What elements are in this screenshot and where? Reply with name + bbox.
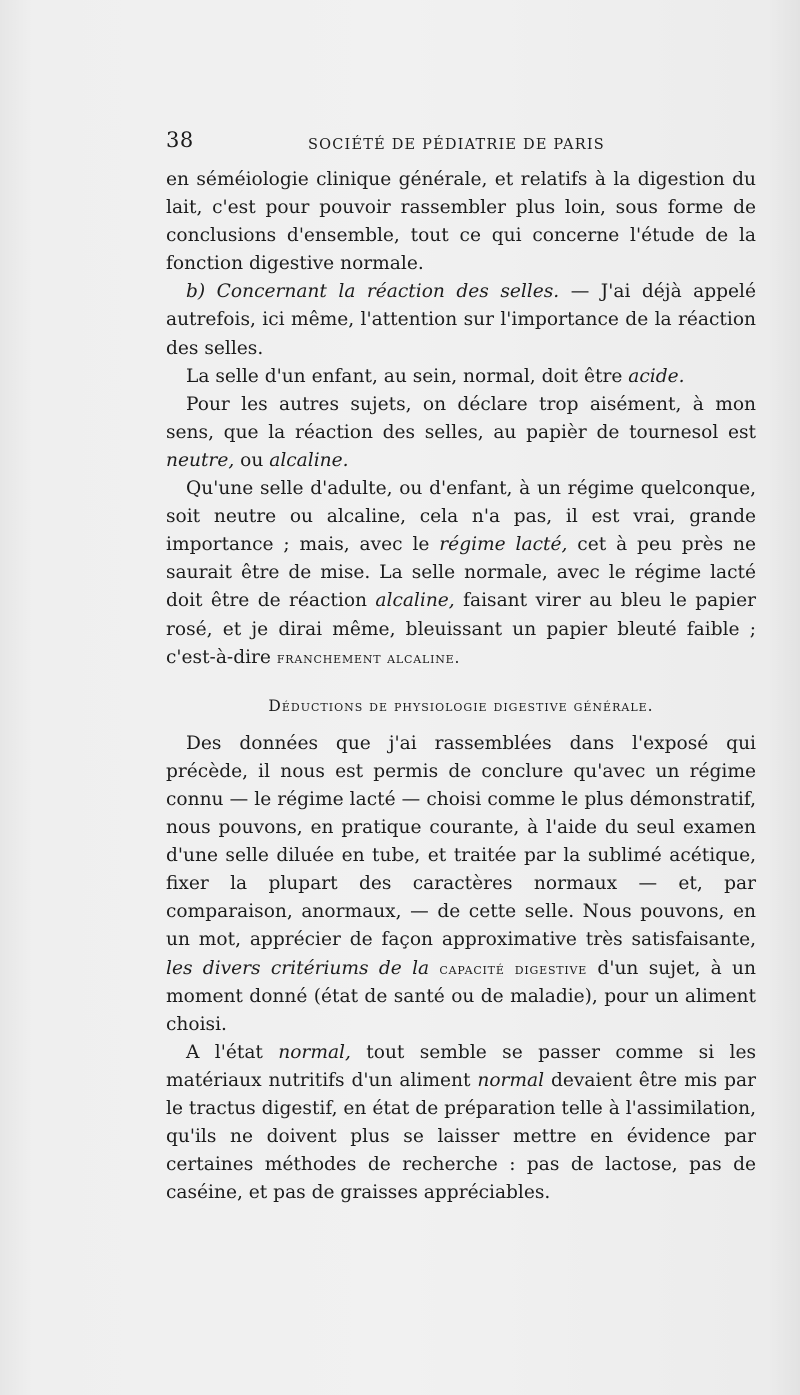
body-text [166, 166, 756, 1207]
paragraph-stool-reaction: b) Concernant la réaction des selles. — J'ai déjà appelé autrefois, ici même, l'attention sur l'importance de la réaction des selles. [166, 281, 756, 359]
section-heading: Déductions de physiologie digestive générale. [268, 696, 654, 715]
subsection-label: b) [186, 281, 206, 303]
paragraph-breastfed: La selle d'un enfant, au sein, normal, doit être acide. [186, 365, 685, 387]
paragraph-milk-diet: Qu'une selle d'adulte, ou d'enfant, à un régime quelconque, soit neutre ou alcaline, cela n'a pas, il est vrai, grande importance ; mais, avec le régime lacté, cet à peu près ne saurait être de mise. La selle normale, avec le régime lacté doit être de réaction alcaline, faisant virer au bleu le papier rosé, et je dirai même, bleuissant un papier bleuté faible ; c'est-à-dire franchement alcaline. [166, 478, 757, 668]
subsection-title: Concernant la réaction des selles. [216, 281, 560, 303]
paragraph-normal-state: A l'état normal, tout semble se passer comme si les matériaux nutritifs d'un aliment normal devaient être mis par le tractus digestif, en état de préparation telle à l'assimilation, qu'ils ne doivent plus se laisser mettre en évidence par certaines méthodes de recherche : pas de lactose, pas de caséine, et pas de graisses appréciables. [166, 1041, 757, 1204]
running-title: SOCIÉTÉ DE PÉDIATRIE DE PARIS [308, 137, 605, 153]
paragraph-deductions: Des données que j'ai rassemblées dans l'exposé qui précède, il nous est permis de conclure qu'avec un régime connu — le régime lacté — choisi comme le plus démonstratif, nous pouvons, en pratique courante, à l'aide du seul examen d'une selle diluée en tube, et traitée par la sublimé acétique, fixer la plupart des caractères normaux — et, par comparaison, anormaux, — de cette selle. Nous pouvons, en un mot, apprécier de façon approximative très satisfaisante, les divers critériums de la capacité digestive d'un sujet, à un moment donné (état de santé ou de maladie), pour un aliment choisi. [166, 732, 756, 1035]
paragraph-continuation: en séméiologie clinique générale, et relatifs à la digestion du lait, c'est pour pouvoir rassembler plus loin, sous forme de conclusions d'ensemble, tout ce qui concerne l'étude de la fonction digestive normale. [166, 169, 756, 275]
paragraph-other-subjects: Pour les autres sujets, on déclare trop aisément, à mon sens, que la réaction des selles, au papièr de tournesol est neutre, ou alcaline. [166, 393, 756, 471]
page-number: 38 [166, 128, 194, 152]
